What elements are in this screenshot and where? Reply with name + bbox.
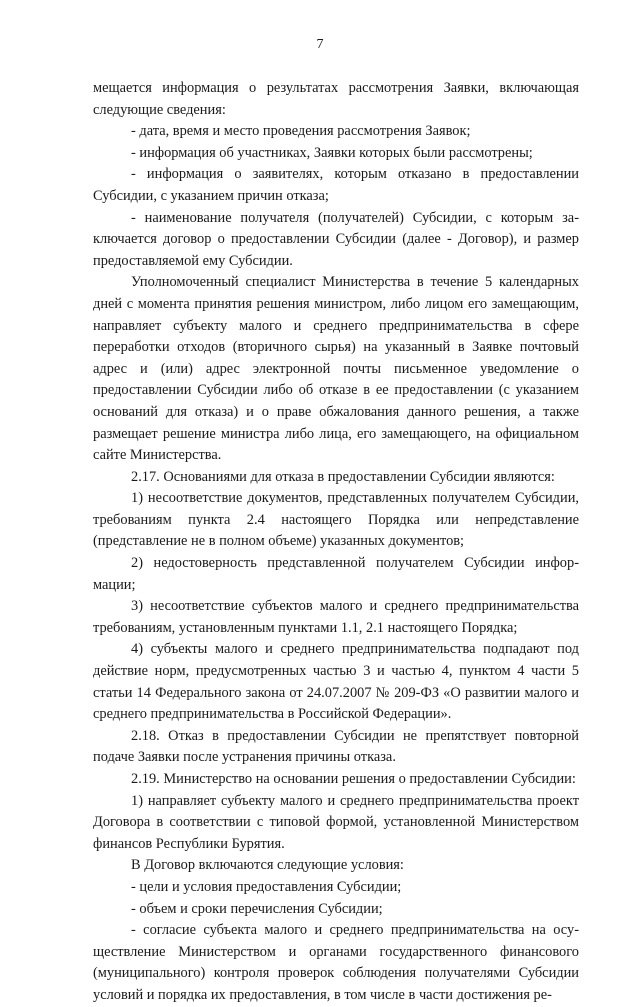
- list-item: - наименование получателя (получателей) Субсидии, с которым заключается договор о предоставлении Субсидии (далее - Договор), и размер предоставляемой ему Субсидии.: [93, 209, 579, 269]
- paragraph: Уполномоченный специалист Министерства в течение 5 календарных дней с момента принятия решения министром, либо лицом его замещающим, направляет субъекту малого и среднего предпринимательства в сфере переработки отходов (вторичного сырья) на указанный в Заявке почтовый адрес и (или) адрес электронной почты письменное уведомление о предоставлении Субсидии либо об отказе в ее предоставлении (с указанием оснований для отказа) и о праве обжалования данного решения, а также размещает решение министра либо лица, его замещающего, на официальном сайте Министерства.: [93, 274, 579, 464]
- list-item: 1) направляет субъекту малого и среднего предпринимательства проект Договора в соответствии с типовой формой, установленной Министерством финансов Республики Бурятия.: [93, 792, 579, 852]
- page-number: 7: [316, 37, 324, 52]
- list-item: - информация об участниках, Заявки которых были рассмотрены;: [131, 144, 533, 161]
- list-item: - цели и условия предоставления Субсидии;: [131, 878, 402, 895]
- list-item: - информация о заявителях, которым отказано в предоставлении Субсидии, с указанием причин отказа;: [93, 166, 579, 204]
- list-item: 3) несоответствие субъектов малого и среднего предпринимательства требованиям, установленным пунктами 1.1, 2.1 настоящего Порядка;: [93, 598, 579, 636]
- list-item: - согласие субъекта малого и среднего предпринимательства на осуществление Министерством и органами государственного финансового (муниципального) контроля проверок соблюдения получателями Субсидии условий и порядка их предоставления, в том числе в части достижения ре-: [93, 922, 579, 1003]
- list-item: 2) недостоверность представленной получателем Субсидии информации;: [93, 555, 579, 593]
- section-2-19: 2.19. Министерство на основании решения о предоставлении Субсидии:: [131, 771, 576, 787]
- list-item: - дата, время и место проведения рассмотрения Заявок;: [131, 123, 471, 140]
- document-body: [93, 78, 579, 1007]
- list-item: - объем и сроки перечисления Субсидии;: [131, 900, 383, 917]
- section-2-18: 2.18. Отказ в предоставлении Субсидии не препятствует повторной подаче Заявки после устранения причины отказа.: [93, 727, 579, 766]
- list-item: 1) несоответствие документов, представленных получателем Субсидии, требованиям пункта 2.4 настоящего Порядка или непредставление (представление не в полном объеме) указанных документов;: [93, 490, 579, 550]
- list-item: 4) субъекты малого и среднего предпринимательства подпадают под действие норм, предусмотренных частью 3 и частью 4, пунктом 4 части 5 статьи 14 Федерального закона от 24.07.2007 № 209-ФЗ «О развитии малого и среднего предпринимательства в Российской Федерации».: [93, 641, 579, 723]
- section-2-17: 2.17. Основаниями для отказа в предоставлении Субсидии являются:: [131, 468, 555, 485]
- paragraph: мещается информация о результатах рассмотрения Заявки, включающая следующие сведения:: [93, 80, 579, 118]
- paragraph: В Договор включаются следующие условия:: [131, 857, 404, 874]
